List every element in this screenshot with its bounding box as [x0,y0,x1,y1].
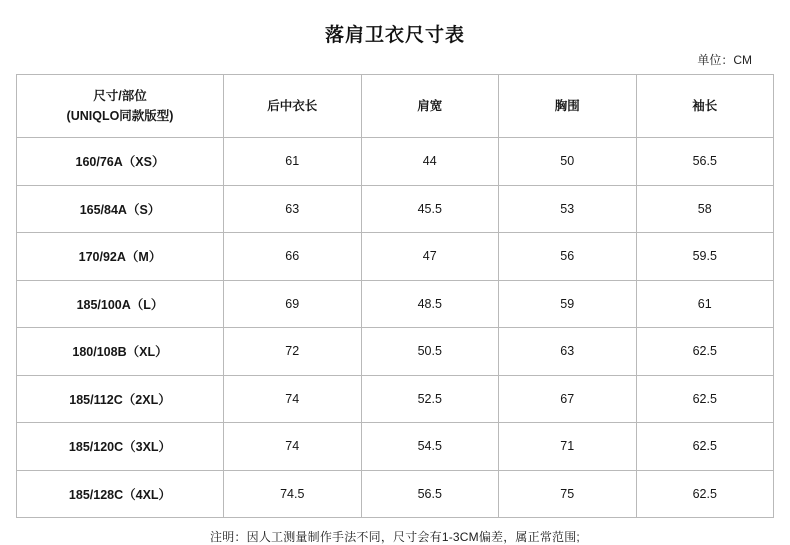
cell-back-length: 61 [224,138,362,186]
cell-chest: 71 [499,423,637,471]
cell-back-length: 74 [224,423,362,471]
table-row [17,280,774,328]
cell-chest: 59 [499,280,637,328]
cell-chest: 53 [499,185,637,233]
cell-chest: 56 [499,233,637,281]
cell-shoulder-width: 54.5 [361,423,499,471]
table-row [17,375,774,423]
cell-sleeve-length: 62.5 [636,328,774,376]
cell-shoulder-width: 44 [361,138,499,186]
cell-sleeve-length: 56.5 [636,138,774,186]
table-row [17,185,774,233]
row-size-label: 185/100A（L） [17,280,224,328]
cell-sleeve-length: 62.5 [636,375,774,423]
unit-label: 单位：CM [697,53,752,67]
cell-back-length: 63 [224,185,362,233]
column-header-sleeve-length: 袖长 [636,75,774,138]
cell-shoulder-width: 52.5 [361,375,499,423]
size-table [16,74,774,518]
column-header-size-line2: (UNIQLO同款版型) [66,109,174,123]
table-header [17,75,774,138]
cell-shoulder-width: 50.5 [361,328,499,376]
cell-back-length: 74 [224,375,362,423]
row-size-label: 180/108B（XL） [17,328,224,376]
column-header-shoulder-width: 肩宽 [361,75,499,138]
cell-back-length: 69 [224,280,362,328]
column-header-size [17,75,224,138]
cell-chest: 50 [499,138,637,186]
cell-sleeve-length: 61 [636,280,774,328]
column-header-size-line1: 尺寸/部位 [93,89,147,103]
cell-back-length: 74.5 [224,470,362,518]
row-size-label: 185/112C（2XL） [17,375,224,423]
row-size-label: 165/84A（S） [17,185,224,233]
cell-back-length: 72 [224,328,362,376]
cell-sleeve-length: 62.5 [636,470,774,518]
table-row [17,138,774,186]
column-header-back-length: 后中衣长 [224,75,362,138]
cell-chest: 67 [499,375,637,423]
table-row [17,233,774,281]
table-row [17,328,774,376]
cell-sleeve-length: 62.5 [636,423,774,471]
column-header-chest: 胸围 [499,75,637,138]
cell-shoulder-width: 47 [361,233,499,281]
row-size-label: 160/76A（XS） [17,138,224,186]
page-title: 落肩卫衣尺寸表 [324,25,465,46]
cell-chest: 75 [499,470,637,518]
cell-sleeve-length: 59.5 [636,233,774,281]
cell-shoulder-width: 45.5 [361,185,499,233]
cell-shoulder-width: 56.5 [361,470,499,518]
cell-shoulder-width: 48.5 [361,280,499,328]
row-size-label: 170/92A（M） [17,233,224,281]
table-header-row [17,75,774,138]
table-row [17,470,774,518]
table-body [17,138,774,518]
cell-back-length: 66 [224,233,362,281]
row-size-label: 185/120C（3XL） [17,423,224,471]
table-row [17,423,774,471]
cell-sleeve-length: 58 [636,185,774,233]
cell-chest: 63 [499,328,637,376]
row-size-label: 185/128C（4XL） [17,470,224,518]
footer-note: 注明：因人工测量制作手法不同，尺寸会有1-3CM偏差，属正常范围; [210,530,580,544]
